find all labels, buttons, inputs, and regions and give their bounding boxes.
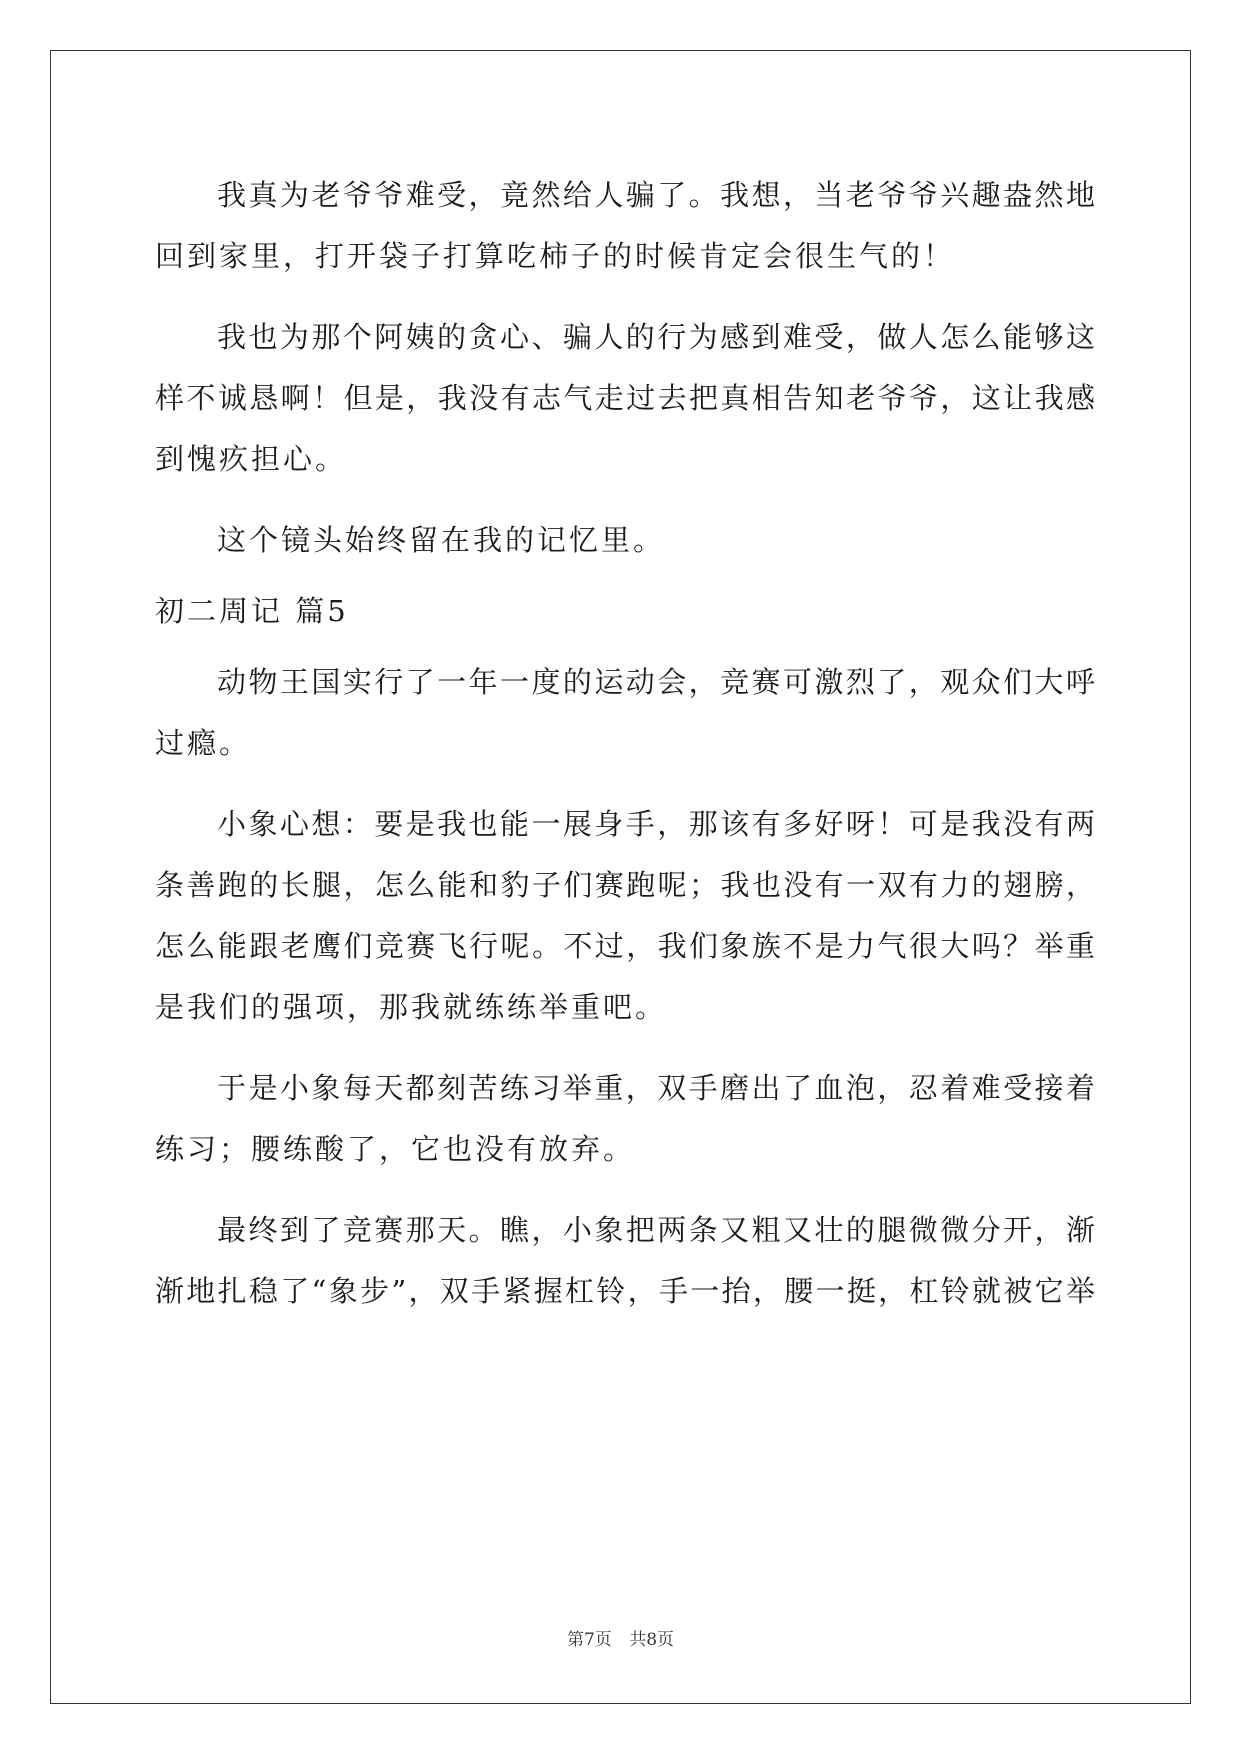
text-line: 小象心想：要是我也能一展身手，那该有多好呀！可是我没有两 (217, 807, 1095, 841)
text-line: 过瘾。 (155, 726, 252, 760)
text-line: 渐地扎稳了“象步”，双手紧握杠铃，手一抬，腰一挺，杠铃就被它举 (155, 1274, 1095, 1308)
page-footer (0, 1625, 1241, 1650)
paragraph (155, 794, 1095, 1038)
text-line: 我真为老爷爷难受，竟然给人骗了。我想，当老爷爷兴趣盎然地 (217, 178, 1095, 212)
text-line: 是我们的强项，那我就练练举重吧。 (155, 990, 668, 1024)
text-line: 样不诚恳啊！但是，我没有志气走过去把真相告知老爷爷，这让我感 (155, 381, 1095, 415)
text-line: 到愧疚担心。 (155, 442, 348, 476)
text-line: 动物王国实行了一年一度的运动会，竞赛可激烈了，观众们大呼 (217, 665, 1095, 699)
text-line: 这个镜头始终留在我的记忆里。 (217, 523, 666, 557)
text-line: 于是小象每天都刻苦练习举重，双手磨出了血泡，忍着难受接着 (217, 1071, 1095, 1105)
paragraph (155, 307, 1095, 490)
text-line: 条善跑的长腿，怎么能和豹子们赛跑呢；我也没有一双有力的翅膀， (155, 868, 1095, 902)
text-line: 最终到了竞赛那天。瞧，小象把两条又粗又壮的腿微微分开，渐 (217, 1213, 1095, 1247)
section-title: 初二周记 篇5 (155, 594, 349, 628)
document-body (155, 165, 1095, 1322)
text-line: 练习；腰练酸了，它也没有放弃。 (155, 1132, 636, 1166)
page-number: 第7页 (566, 1630, 612, 1650)
paragraph (155, 1200, 1095, 1322)
text-line: 我也为那个阿姨的贪心、骗人的行为感到难受，做人怎么能够这 (217, 320, 1095, 354)
paragraph (155, 652, 1095, 774)
paragraph (155, 510, 1095, 571)
paragraph (155, 1058, 1095, 1180)
page-total: 共8页 (629, 1630, 675, 1650)
paragraph (155, 165, 1095, 287)
text-line: 怎么能跟老鹰们竞赛飞行呢。不过，我们象族不是力气很大吗？举重 (155, 929, 1095, 963)
text-line: 回到家里，打开袋子打算吃柿子的时候肯定会很生气的！ (155, 239, 956, 273)
